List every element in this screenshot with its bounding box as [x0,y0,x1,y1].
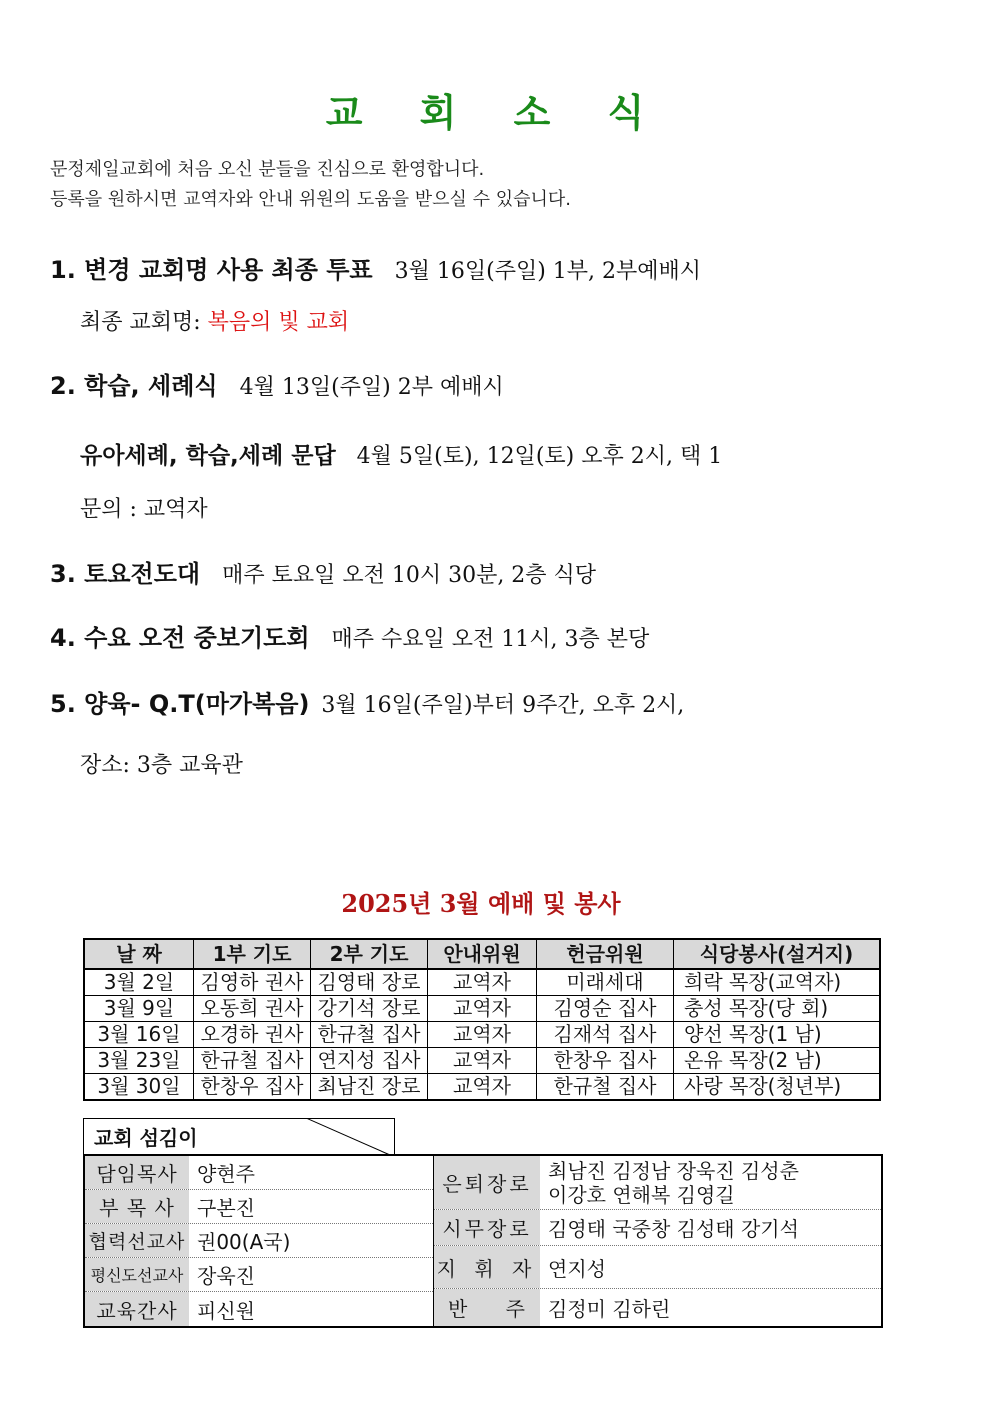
notice-item-2 [50,366,504,401]
cell-prayer-2: 한규철 집사 [311,1022,428,1048]
staff-value-group [540,1156,799,1209]
staff-row [85,1292,433,1326]
notice-item-4 [50,618,649,653]
cell-prayer-1: 김영하 권사 [194,969,311,996]
staff-value: 연지성 [548,1256,606,1281]
header-prayer-2: 2부 기도 [311,939,428,969]
cell-date: 3월 30일 [84,1074,194,1101]
notice-item-5 [50,684,684,719]
staff-label: 반 주 [434,1289,540,1326]
staff-row [85,1224,433,1258]
cell-prayer-1: 한규철 집사 [194,1048,311,1074]
notice-detail: 매주 토요일 오전 10시 30분, 2층 식당 [222,563,597,588]
staff-title: 교회 섬김이 [94,1126,198,1150]
staff-label: 담임목사 [85,1156,189,1189]
notice-heading: 1. 변경 교회명 사용 최종 투표 [50,256,373,284]
header-usher: 안내위원 [428,939,537,969]
staff-label: 지 휘 자 [434,1246,540,1288]
cell-usher: 교역자 [428,1022,537,1048]
cell-prayer-2: 최남진 장로 [311,1074,428,1101]
staff-row [85,1190,433,1224]
cell-prayer-2: 연지성 집사 [311,1048,428,1074]
staff-label: 협력선교사 [85,1224,189,1257]
cell-date: 3월 2일 [84,969,194,996]
cell-prayer-1: 한창우 집사 [194,1074,311,1101]
cell-date: 3월 23일 [84,1048,194,1074]
cell-offering: 미래세대 [537,969,674,996]
cell-prayer-1: 오동희 권사 [194,996,311,1022]
staff-row [85,1156,433,1190]
cell-usher: 교역자 [428,996,537,1022]
staff-row [434,1210,881,1246]
cell-offering: 한규철 집사 [537,1074,674,1101]
table-row [84,996,880,1022]
cell-offering: 김영순 집사 [537,996,674,1022]
cell-kitchen: 충성 목장(당 회) [674,996,881,1022]
staff-row [434,1156,881,1210]
notice-detail: 3월 16일(주일) 1부, 2부예배시 [394,259,702,284]
schedule-header-row [84,939,880,969]
intro-line-2: 등록을 원하시면 교역자와 안내 위원의 도움을 받으실 수 있습니다. [50,189,571,210]
baptism-line [80,437,722,470]
notice-item-3 [50,554,596,589]
tab-slant-line [306,1118,396,1156]
cell-offering: 한창우 집사 [537,1048,674,1074]
staff-value: 김영태 국중창 김성태 강기석 [548,1217,799,1241]
cell-usher: 교역자 [428,969,537,996]
staff-label: 부 목 사 [85,1190,189,1223]
cell-prayer-2: 강기석 장로 [311,996,428,1022]
staff-box [83,1154,883,1328]
staff-label: 평신도선교사 [85,1258,189,1291]
staff-label: 은퇴장로 [434,1156,540,1209]
cell-prayer-2: 김영태 장로 [311,969,428,996]
place-line: 장소: 3층 교육관 [80,753,243,778]
final-name-label: 최종 교회명: [80,310,201,335]
header-date: 날 짜 [84,939,194,969]
baptism-detail: 4월 5일(토), 12일(토) 오후 2시, 택 1 [356,444,723,469]
cell-kitchen: 사랑 목장(청년부) [674,1074,881,1101]
notice-detail: 3월 16일(주일)부터 9주간, 오후 2시, [321,693,685,718]
schedule-table [83,938,881,1101]
inquiry-line: 문의 : 교역자 [80,497,208,522]
notice-heading: 2. 학습, 세례식 [50,372,218,400]
cell-prayer-1: 오경하 권사 [194,1022,311,1048]
cell-offering: 김재석 집사 [537,1022,674,1048]
staff-row [434,1246,881,1289]
staff-value: 구본진 [197,1196,255,1220]
notice-heading: 5. 양육- Q.T(마가복음) [50,690,310,718]
notice-detail: 매주 수요일 오전 11시, 3층 본당 [331,627,650,652]
intro-line-1: 문정제일교회에 처음 오신 분들을 진심으로 환영합니다. [50,159,485,180]
table-row [84,1022,880,1048]
cell-date: 3월 9일 [84,996,194,1022]
staff-value: 장욱진 [197,1264,255,1288]
notice-item-1 [50,250,701,285]
final-name-value: 복음의 빛 교회 [207,310,350,335]
staff-value: 양현주 [197,1162,255,1186]
staff-label: 교육간사 [85,1292,189,1326]
staff-value: 최남진 김정남 장욱진 김성춘 [548,1158,799,1183]
final-name-line [80,305,349,336]
notice-heading: 3. 토요전도대 [50,560,201,588]
header-prayer-1: 1부 기도 [194,939,311,969]
header-kitchen: 식당봉사(설거지) [674,939,881,969]
header-offering: 헌금위원 [537,939,674,969]
staff-left-column [85,1156,433,1326]
page-title: 교 회 소 식 [325,91,667,135]
cell-date: 3월 16일 [84,1022,194,1048]
baptism-heading: 유아세례, 학습,세례 문답 [80,443,336,469]
cell-kitchen: 온유 목장(2 남) [674,1048,881,1074]
staff-value: 권00(A국) [197,1230,291,1254]
staff-section [83,1118,881,1324]
table-row [84,969,880,996]
notice-heading: 4. 수요 오전 중보기도회 [50,624,310,652]
cell-usher: 교역자 [428,1048,537,1074]
staff-value-line2: 이강호 연해복 김영길 [548,1182,735,1207]
staff-value: 피신원 [197,1298,255,1323]
staff-tab [83,1118,395,1155]
table-row [84,1074,880,1101]
staff-value: 김정미 김하린 [548,1297,671,1321]
cell-usher: 교역자 [428,1074,537,1101]
staff-label: 시무장로 [434,1210,540,1245]
staff-right-column [434,1156,881,1326]
staff-row [85,1258,433,1292]
notice-detail: 4월 13일(주일) 2부 예배시 [239,375,504,400]
cell-kitchen: 희락 목장(교역자) [674,969,881,996]
staff-row [434,1289,881,1326]
cell-kitchen: 양선 목장(1 남) [674,1022,881,1048]
schedule-title: 2025년 3월 예배 및 봉사 [341,889,621,918]
table-row [84,1048,880,1074]
